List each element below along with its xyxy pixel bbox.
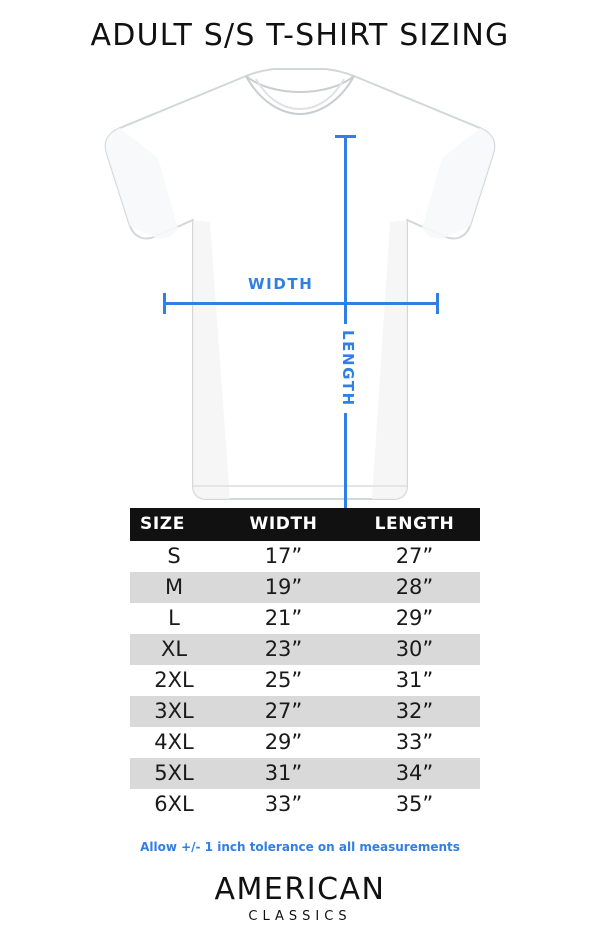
cell-width: 21” [218,603,349,634]
tolerance-note: Allow +/- 1 inch tolerance on all measurements [140,840,460,854]
table-row [130,572,480,603]
cell-size: 5XL [130,758,218,789]
width-label: WIDTH [242,275,319,293]
table-row [130,634,480,665]
table-row [130,696,480,727]
cell-length: 35” [349,789,480,820]
cell-size: L [130,603,218,634]
header-length: LENGTH [349,508,480,541]
page-title: ADULT S/S T-SHIRT SIZING [90,18,510,53]
table-row [130,603,480,634]
cell-size: 6XL [130,789,218,820]
size-table-wrapper [130,508,470,820]
cell-size: XL [130,634,218,665]
cell-width: 19” [218,572,349,603]
cell-size: 2XL [130,665,218,696]
length-label: LENGTH [339,324,357,413]
table-row [130,727,480,758]
cell-length: 28” [349,572,480,603]
table-row [130,789,480,820]
length-top-cap [335,135,356,138]
header-width: WIDTH [218,508,349,541]
width-right-cap [436,293,439,314]
width-measure-line [163,302,439,305]
cell-width: 31” [218,758,349,789]
cell-size: M [130,572,218,603]
brand-logo [0,872,600,924]
brand-name: AMERICAN [214,872,386,907]
cell-size: 4XL [130,727,218,758]
header-size: SIZE [130,508,218,541]
size-table [130,508,480,820]
cell-length: 31” [349,665,480,696]
tshirt-diagram [0,62,600,502]
table-header-row [130,508,480,541]
cell-size: S [130,541,218,572]
cell-length: 32” [349,696,480,727]
cell-length: 30” [349,634,480,665]
table-row [130,541,480,572]
cell-width: 29” [218,727,349,758]
cell-length: 29” [349,603,480,634]
brand-subtitle: CLASSICS [248,909,352,924]
cell-width: 27” [218,696,349,727]
cell-width: 23” [218,634,349,665]
table-row [130,665,480,696]
cell-size: 3XL [130,696,218,727]
cell-width: 25” [218,665,349,696]
table-row [130,758,480,789]
cell-width: 17” [218,541,349,572]
cell-length: 33” [349,727,480,758]
cell-width: 33” [218,789,349,820]
width-left-cap [163,293,166,314]
cell-length: 34” [349,758,480,789]
cell-length: 27” [349,541,480,572]
